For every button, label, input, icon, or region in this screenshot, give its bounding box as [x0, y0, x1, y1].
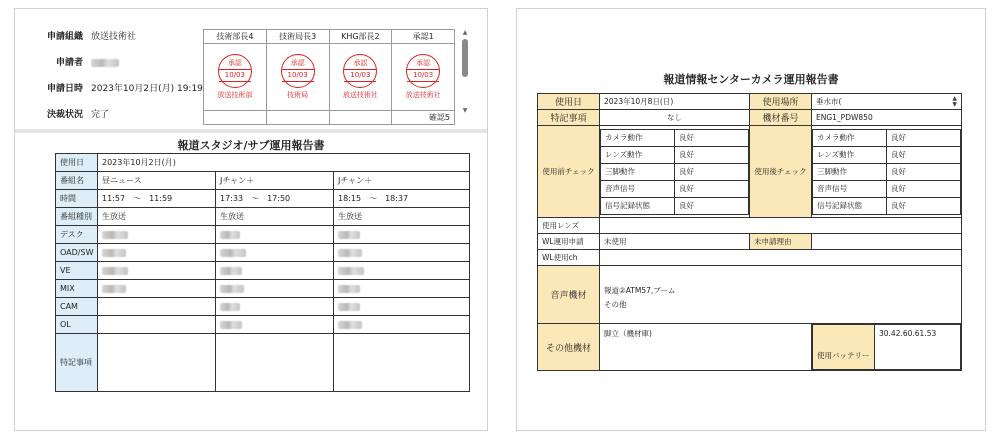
other-label: その他機材 — [538, 324, 600, 371]
datetime-value: 2023年10月2日(月) 19:19 — [91, 84, 203, 94]
battery-value: 30.42.60.61.53 — [875, 325, 961, 370]
check-result: 良好 — [675, 146, 749, 163]
time-range: 18:15 〜 18:37 — [334, 190, 470, 208]
battery-table — [812, 324, 961, 370]
stamp-header: 技術部長4 — [204, 30, 267, 44]
use-date-value: 2023年10月8日(日) — [600, 94, 750, 110]
approval-scrollbar[interactable] — [460, 29, 470, 125]
approval-seal: 承認 10/03 — [343, 54, 377, 88]
time-label: 時間 — [56, 190, 98, 208]
approval-stamp-cell — [329, 44, 392, 111]
seal-org: 技術局 — [287, 90, 309, 99]
unapplied-reason-label: 未申請理由 — [750, 234, 812, 250]
check-result: 良好 — [675, 180, 749, 197]
section-divider — [15, 129, 487, 133]
audio-label: 音声機材 — [538, 266, 600, 324]
redacted-name — [334, 262, 470, 280]
stamp-header: 技術局長3 — [266, 30, 329, 44]
oad-label: OAD/SW — [56, 244, 98, 262]
scroll-up-icon[interactable]: ▲ — [462, 29, 468, 36]
check-result: 良好 — [887, 146, 961, 163]
program-name: 昼ニュース — [98, 172, 216, 190]
use-date-value: 2023年10月2日(月) — [98, 154, 470, 172]
status-value: 完了 — [91, 110, 110, 120]
ol-label: OL — [56, 316, 98, 334]
time-range: 11:57 〜 11:59 — [98, 190, 216, 208]
seal-org: 放送技術社 — [342, 90, 378, 99]
redacted-name — [98, 244, 216, 262]
redacted-name — [98, 280, 216, 298]
check-item: 三脚動作 — [813, 163, 887, 180]
post-check-label: 使用後チェック — [750, 126, 812, 218]
program-type: 生放送 — [98, 208, 216, 226]
unapplied-reason-value — [812, 234, 962, 250]
pre-check-cell — [600, 126, 750, 218]
redacted-name — [216, 298, 334, 316]
check-result: 良好 — [887, 180, 961, 197]
empty-cell — [98, 316, 216, 334]
equip-no-label: 機材番号 — [750, 110, 812, 126]
wl-apply-value: 未使用 — [600, 234, 750, 250]
redacted-name — [334, 280, 470, 298]
redacted-name — [98, 226, 216, 244]
studio-report-title: 報道スタジオ/サブ運用報告書 — [177, 139, 325, 152]
program-type: 生放送 — [216, 208, 334, 226]
redacted-name — [334, 298, 470, 316]
check-item: カメラ動作 — [813, 129, 887, 146]
desk-label: デスク — [56, 226, 98, 244]
type-label: 番組種別 — [56, 208, 98, 226]
notes-cell — [98, 334, 216, 392]
redacted-name — [98, 262, 216, 280]
other-value: 脚立（機材庫) — [600, 324, 812, 371]
org-label: 申請組織 — [46, 32, 83, 42]
mix-label: MIX — [56, 280, 98, 298]
redacted-name — [216, 226, 334, 244]
wl-apply-label: WL運用申請 — [538, 234, 600, 250]
redacted-name — [334, 244, 470, 262]
time-range: 17:33 〜 17:50 — [216, 190, 334, 208]
approval-stamp-cell — [266, 44, 329, 111]
stamp-header: 承認1 — [392, 30, 455, 44]
check-item: 信号記録状態 — [601, 197, 675, 214]
redacted-name — [334, 316, 470, 334]
check-result: 良好 — [675, 163, 749, 180]
redacted-name — [334, 226, 470, 244]
check-item: レンズ動作 — [601, 146, 675, 163]
lens-value — [600, 218, 962, 234]
redacted-name — [216, 262, 334, 280]
wl-ch-value — [600, 250, 962, 266]
check-result: 良好 — [887, 197, 961, 214]
stamp-footer — [204, 110, 267, 124]
notes-cell — [334, 334, 470, 392]
check-item: 三脚動作 — [601, 163, 675, 180]
place-select[interactable]: 垂水市( ▲ ▼ — [812, 94, 962, 110]
battery-cell — [812, 324, 962, 371]
datetime-label: 申請日時 — [46, 84, 83, 94]
approval-stamp-cell — [392, 44, 455, 111]
cam-label: CAM — [56, 298, 98, 316]
check-result: 良好 — [887, 163, 961, 180]
audio-value: 報道②ATM57,ブーム その他 — [600, 266, 962, 324]
studio-report-table — [55, 153, 470, 392]
pre-check-label: 使用前チェック — [538, 126, 600, 218]
check-result: 良好 — [675, 129, 749, 146]
org-value: 放送技術社 — [91, 32, 137, 42]
scroll-down-icon[interactable]: ▼ — [462, 107, 468, 114]
applicant-label: 申請者 — [55, 58, 83, 68]
redacted-name — [216, 280, 334, 298]
select-arrows-icon: ▲ ▼ — [952, 95, 957, 108]
post-check-list — [812, 129, 961, 215]
check-item: 音声信号 — [601, 180, 675, 197]
use-date-label: 使用日 — [56, 154, 98, 172]
use-date-label: 使用日 — [538, 94, 600, 110]
scrollbar-thumb[interactable] — [462, 39, 468, 77]
check-item: 信号記録状態 — [813, 197, 887, 214]
lens-label: 使用レンズ — [538, 218, 600, 234]
check-item: レンズ動作 — [813, 146, 887, 163]
program-name: Jチャン＋ — [216, 172, 334, 190]
approval-seal: 承認 10/03 — [218, 54, 252, 88]
check-result: 良好 — [675, 197, 749, 214]
program-type: 生放送 — [334, 208, 470, 226]
ve-label: VE — [56, 262, 98, 280]
wl-ch-label: WL使用ch — [538, 250, 600, 266]
special-value: なし — [600, 110, 750, 126]
approval-seal: 承認 10/03 — [281, 54, 315, 88]
status-label: 決裁状況 — [46, 110, 83, 120]
post-check-cell — [812, 126, 962, 218]
redacted-name — [216, 316, 334, 334]
stamp-footer: 確認5 — [392, 110, 455, 124]
approval-seal: 承認 10/03 — [406, 54, 440, 88]
stamp-footer — [266, 110, 329, 124]
check-item: 音声信号 — [813, 180, 887, 197]
battery-label: 使用バッテリー — [813, 325, 875, 370]
check-result: 良好 — [887, 129, 961, 146]
applicant-value-redacted — [91, 58, 119, 68]
stamp-footer — [329, 110, 392, 124]
approval-report-panel — [14, 8, 488, 431]
program-name: Jチャン＋ — [334, 172, 470, 190]
notes-label: 特記事項 — [56, 334, 98, 392]
program-label: 番組名 — [56, 172, 98, 190]
notes-cell — [216, 334, 334, 392]
place-label: 使用場所 — [750, 94, 812, 110]
camera-report-panel — [516, 8, 986, 431]
camera-report-title: 報道情報センターカメラ運用報告書 — [663, 73, 839, 86]
stamp-header: KHG部長2 — [329, 30, 392, 44]
equip-no-value: ENG1_PDW850 — [812, 110, 962, 126]
seal-org: 放送技術社 — [405, 90, 441, 99]
empty-cell — [98, 298, 216, 316]
camera-report-table — [537, 93, 962, 371]
pre-check-list — [600, 129, 749, 215]
seal-org: 放送技術部 — [217, 90, 253, 99]
approval-stamp-cell — [204, 44, 267, 111]
approval-stamps-table — [203, 29, 455, 125]
check-item: カメラ動作 — [601, 129, 675, 146]
special-label: 特記事項 — [538, 110, 600, 126]
redacted-name — [216, 244, 334, 262]
